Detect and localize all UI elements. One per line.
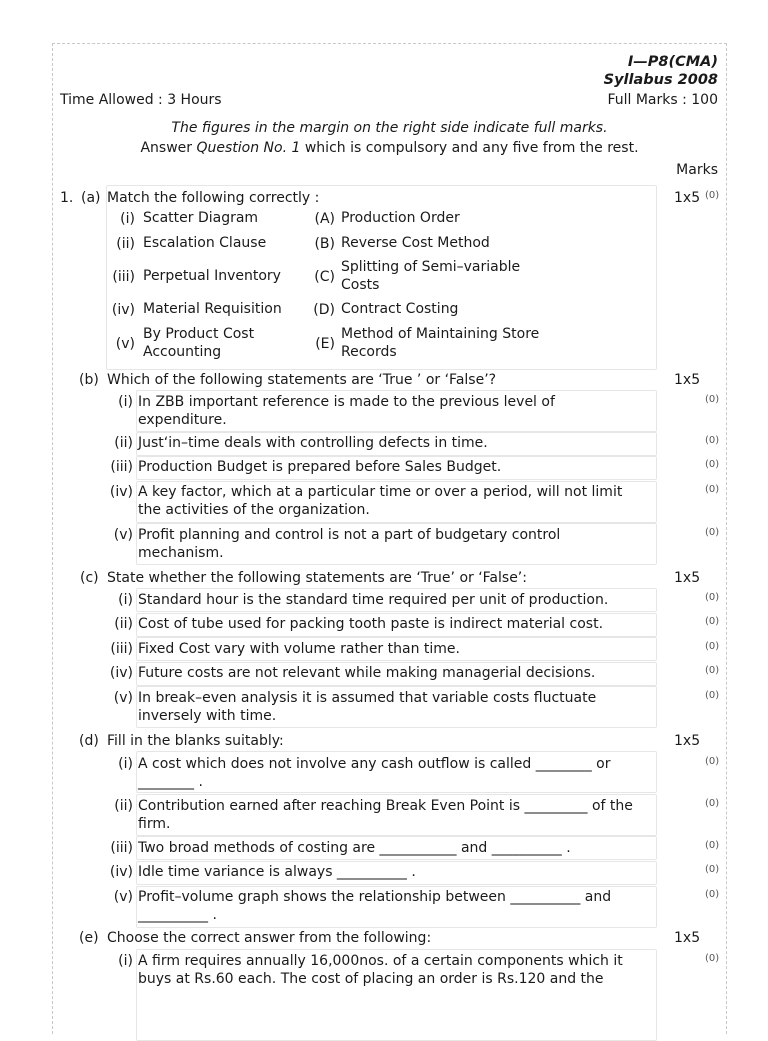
statement-text: In ZBB important reference is made to the previous level of expenditure. — [138, 394, 555, 428]
part-a-marks: 1x5 — [674, 190, 701, 206]
time-allowed: Time Allowed : 3 Hours — [60, 92, 222, 108]
blank-text: Contribution earned after reaching Break Even Point is _________ of the firm. — [138, 798, 633, 832]
part-c-label: (c) — [80, 570, 99, 586]
item-marks: (0) — [705, 756, 720, 767]
instruction-line-2: Answer Question No. 1 which is compulsory and any five from the rest. — [140, 140, 639, 156]
part-a-label: (a) — [81, 190, 101, 206]
match-left-index: (iii) — [112, 269, 135, 285]
statement-text: Profit planning and control is not a part of budgetary control mechanism. — [138, 527, 561, 561]
item-marks: (0) — [705, 394, 720, 405]
item-marks: (0) — [705, 592, 720, 603]
item-number: (iv) — [109, 665, 133, 681]
item-marks: (0) — [705, 641, 720, 652]
statement-text: Just‘in–time deals with controlling defects in time. — [138, 435, 488, 451]
full-marks: Full Marks : 100 — [607, 92, 718, 108]
match-left-item: Perpetual Inventory — [143, 268, 281, 284]
item-number: (v) — [113, 527, 133, 543]
statement-text: In break–even analysis it is assumed that variable costs fluctuate inversely with time. — [138, 690, 597, 724]
match-left-index: (ii) — [116, 236, 135, 252]
statement-text: Production Budget is prepared before Sales Budget. — [138, 459, 502, 475]
instruction-line-1: The figures in the margin on the right side indicate full marks. — [171, 120, 608, 136]
part-b-prompt: Which of the following statements are ‘True ’ or ‘False’? — [107, 372, 497, 388]
match-right-index: (A) — [314, 211, 335, 227]
item-number: (i) — [118, 592, 133, 608]
part-c-prompt: State whether the following statements are ‘True’ or ‘False’: — [107, 570, 527, 586]
statement-text: Future costs are not relevant while making managerial decisions. — [138, 665, 596, 681]
item-number: (i) — [118, 756, 133, 772]
item-marks: (0) — [705, 616, 720, 627]
question-number: 1. — [60, 190, 74, 206]
item-marks: (0) — [705, 840, 720, 851]
part-d-label: (d) — [79, 733, 99, 749]
part-b-marks: 1x5 — [674, 372, 701, 388]
blank-text: Two broad methods of costing are ___________ and __________ . — [138, 840, 571, 856]
part-e-prompt: Choose the correct answer from the following: — [107, 930, 432, 946]
match-left-item: By Product Cost Accounting — [143, 326, 255, 360]
statement-text: Cost of tube used for packing tooth paste is indirect material cost. — [138, 616, 604, 632]
match-left-index: (i) — [120, 211, 135, 227]
part-e-marks: 1x5 — [674, 930, 701, 946]
match-right-item: Splitting of Semi–variable Costs — [341, 259, 521, 293]
match-left-item: Material Requisition — [143, 301, 282, 317]
match-left-item: Escalation Clause — [143, 235, 267, 251]
match-left-index: (iv) — [111, 302, 135, 318]
item-number: (iii) — [110, 641, 133, 657]
instruction-emphasis: Question No. 1 — [196, 140, 301, 156]
item-marks: (0) — [705, 864, 720, 875]
statement-text: Fixed Cost vary with volume rather than time. — [138, 641, 460, 657]
marks-column-header: Marks — [676, 162, 718, 178]
part-d-prompt: Fill in the blanks suitably: — [107, 733, 284, 749]
item-number: (iii) — [110, 459, 133, 475]
item-marks: (0) — [705, 889, 720, 900]
paper-code: I—P8(CMA) — [627, 54, 718, 70]
match-right-index: (C) — [314, 269, 335, 285]
item-marks: (0) — [705, 798, 720, 809]
match-left-item: Scatter Diagram — [143, 210, 259, 226]
match-right-index: (D) — [313, 302, 335, 318]
syllabus-label: Syllabus 2008 — [603, 72, 718, 88]
match-left-index: (v) — [115, 336, 135, 352]
item-marks: (0) — [705, 484, 720, 495]
part-b-label: (b) — [79, 372, 99, 388]
match-right-item: Contract Costing — [341, 301, 459, 317]
match-right-item: Method of Maintaining Store Records — [341, 326, 540, 360]
part-c-marks: 1x5 — [674, 570, 701, 586]
item-marks: (0) — [705, 665, 720, 676]
item-number: (ii) — [114, 435, 133, 451]
part-d-marks: 1x5 — [674, 733, 701, 749]
match-right-item: Production Order — [341, 210, 460, 226]
item-number: (v) — [113, 889, 133, 905]
match-right-index: (E) — [315, 336, 335, 352]
part-e-label: (e) — [79, 930, 99, 946]
item-number: (ii) — [114, 616, 133, 632]
statement-text: A key factor, which at a particular time or over a period, will not limit the activities of the organization. — [138, 484, 623, 518]
item-marks: (0) — [705, 459, 720, 470]
item-marks: (0) — [705, 690, 720, 701]
choice-text: A firm requires annually 16,000nos. of a certain components which it buys at Rs.60 each. The cost of placing an order is Rs.120 and the — [138, 953, 623, 987]
item-number: (v) — [113, 690, 133, 706]
blank-text: A cost which does not involve any cash outflow is called ________ or ________ . — [138, 756, 611, 790]
item-number: (ii) — [114, 798, 133, 814]
item-marks: (0) — [705, 953, 720, 964]
match-right-item: Reverse Cost Method — [341, 235, 490, 251]
part-a-zero-marks: (0) — [705, 190, 720, 201]
statement-text: Standard hour is the standard time required per unit of production. — [138, 592, 609, 608]
blank-text: Idle time variance is always __________ . — [138, 864, 416, 880]
exam-page — [52, 43, 727, 1034]
blank-text: Profit–volume graph shows the relationship between __________ and __________ . — [138, 889, 612, 923]
item-number: (iv) — [109, 864, 133, 880]
match-right-index: (B) — [314, 236, 335, 252]
item-number: (iii) — [110, 840, 133, 856]
part-a-prompt: Match the following correctly : — [107, 190, 320, 206]
item-marks: (0) — [705, 527, 720, 538]
item-marks: (0) — [705, 435, 720, 446]
item-number: (i) — [118, 394, 133, 410]
item-number: (i) — [118, 953, 133, 969]
item-number: (iv) — [109, 484, 133, 500]
